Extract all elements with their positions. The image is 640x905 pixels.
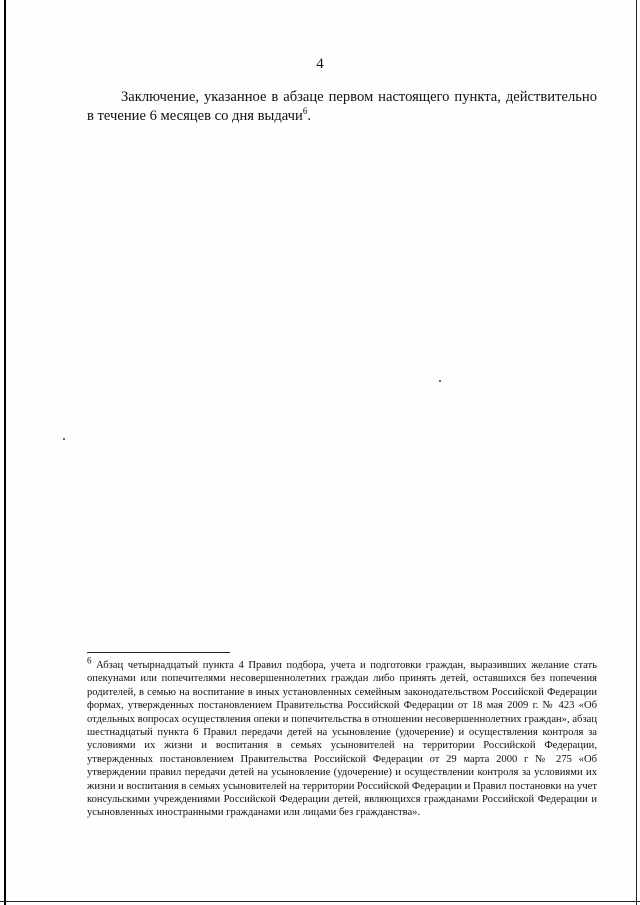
scan-border-bottom: [0, 901, 640, 902]
scan-border-right: [636, 0, 637, 905]
scan-speck: [63, 438, 65, 440]
scan-border-left: [4, 0, 6, 905]
body-paragraph: Заключение, указанное в абзаце первом настоящего пункта, действительно в течение 6 месяцев со дня выдачи$^6$.: [87, 89, 597, 124]
page-number: 4: [316, 56, 324, 72]
footnote: [87, 655, 597, 820]
body-paragraph-text: Заключение, указанное в абзаце первом настоящего пункта, действительно в течение 6 месяцев со дня выдачи: [87, 89, 597, 124]
footnote-marker: 6: [87, 655, 92, 666]
footnote-separator: [87, 652, 230, 653]
scan-speck: [439, 380, 441, 382]
footnote-reference: 6: [302, 106, 308, 117]
footnote-text: Абзац четырнадцатый пункта 4 Правил подбора, учета и подготовки граждан, выразивших желание стать опекунами или попечителями несовершеннолетних граждан либо принять детей, оставшихся без попечения родителей, в семью на воспитание в иных установленных семейным законодательством Российской Федерации формах, утвержденных постановлением Правительства Российской Федерации от 18 мая 2009 г. № 423 «Об отдельных вопросах осуществления опеки и попечительства в отношении несовершеннолетних граждан», абзац шестнадцатый пункта 6 Правил передачи детей на усыновление (удочерение) и осуществления контроля за условиями их жизни и воспитания в семьях усыновителей на территории Российской Федерации, утвержденных постановлением Правительства Российской Федерации от 29 марта 2000 г № 275 «Об утверждении правил передачи детей на усыновление (удочерение) и осуществлении контроля за условиями их жизни и воспитания в семьях усыновителей на территории Российской Федерации и Правил постановки на учет консульскими учреждениями Российской Федерации детей, являющихся гражданами Российской Федерации и усыновленных иностранными гражданами или лицами без гражданства».: [87, 660, 597, 819]
